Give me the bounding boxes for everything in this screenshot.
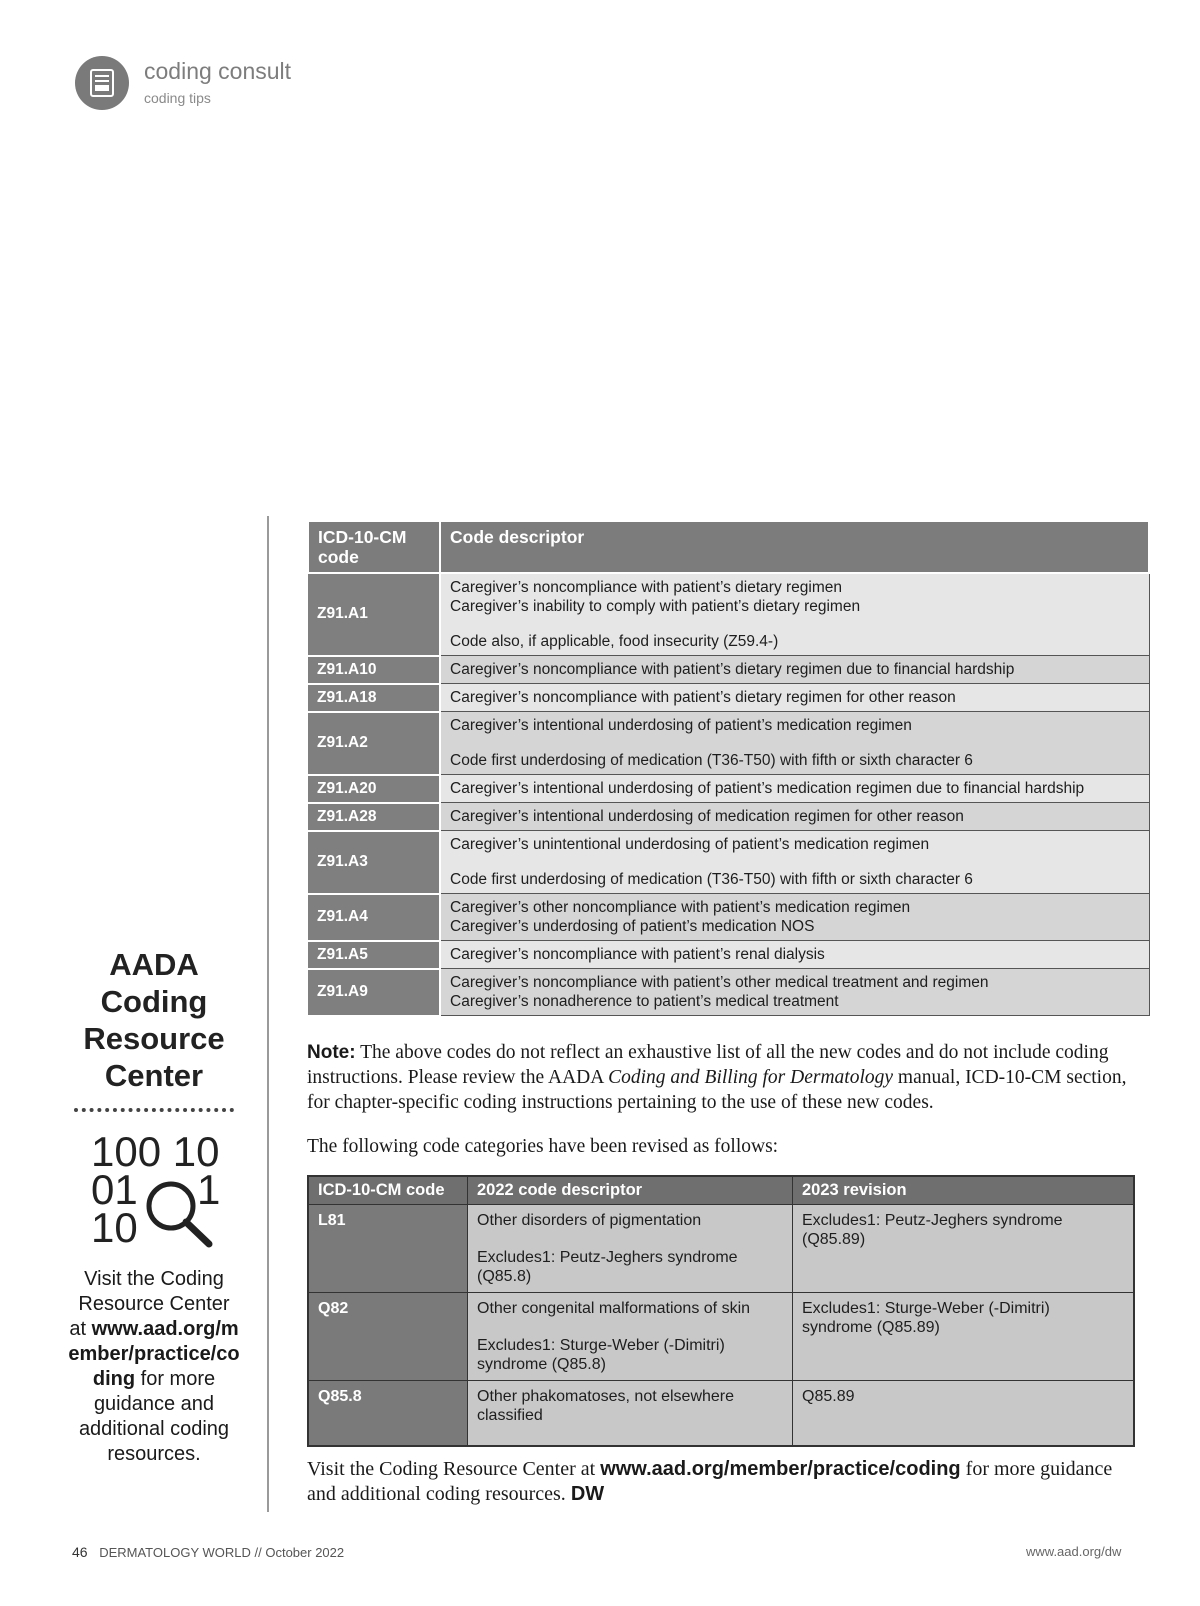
code-cell: Z91.A20 xyxy=(308,775,440,803)
section-badge xyxy=(75,56,129,110)
descriptor-line: Other congenital malformations of skin xyxy=(477,1300,751,1317)
descriptor-cell xyxy=(440,894,1149,941)
descriptor-line: Code first underdosing of medication (T36-T50) with fifth or sixth character 6 xyxy=(450,752,973,769)
descriptor-line: Caregiver’s underdosing of patient’s medication NOS xyxy=(450,918,815,935)
code-cell: Z91.A9 xyxy=(308,969,440,1016)
table-row xyxy=(308,831,1149,894)
descriptor-line: Caregiver’s intentional underdosing of patient’s medication regimen due to financial hardship xyxy=(450,780,1085,797)
descriptor-cell xyxy=(468,1205,793,1293)
manual-title: Coding and Billing for Dermatology xyxy=(608,1067,894,1088)
sidebar-callout xyxy=(68,946,240,1467)
table-row xyxy=(308,656,1149,684)
table-row xyxy=(308,1205,1134,1293)
column-header: ICD-10-CM code xyxy=(308,521,440,573)
magnifier-binary-icon xyxy=(89,1128,219,1248)
column-header: Code descriptor xyxy=(440,521,1149,573)
descriptor-line: Caregiver’s other noncompliance with patient’s medication regimen xyxy=(450,899,911,916)
table-header-row xyxy=(308,1176,1134,1205)
svg-text:1: 1 xyxy=(197,1166,219,1213)
sidebar-title: AADA Coding Resource Center xyxy=(83,947,225,1093)
svg-text:10: 10 xyxy=(91,1204,138,1248)
descriptor-cell xyxy=(440,803,1149,831)
footer-url: www.aad.org/dw xyxy=(1026,1544,1122,1559)
code-cell: L81 xyxy=(308,1205,468,1293)
descriptor-cell xyxy=(440,684,1149,712)
descriptor-line: Caregiver’s intentional underdosing of medication regimen for other reason xyxy=(450,808,964,825)
descriptor-cell xyxy=(468,1293,793,1381)
descriptor-line: Caregiver’s noncompliance with patient’s dietary regimen xyxy=(450,579,843,596)
section-title: coding consult xyxy=(144,58,292,84)
revision-cell xyxy=(793,1293,1135,1381)
revision-cell xyxy=(793,1381,1135,1447)
descriptor-line: Code first underdosing of medication (T36-T50) with fifth or sixth character 6 xyxy=(450,871,973,888)
code-cell: Z91.A1 xyxy=(308,573,440,656)
signoff: DW xyxy=(570,1483,605,1505)
revision-line: (Q85.89) xyxy=(802,1231,866,1248)
page-number: 46 xyxy=(72,1544,88,1560)
code-cell: Z91.A10 xyxy=(308,656,440,684)
table-row xyxy=(308,684,1149,712)
column-header: 2022 code descriptor xyxy=(468,1176,793,1205)
descriptor-line: Caregiver’s inability to comply with patient’s dietary regimen xyxy=(450,598,861,615)
descriptor-line: Caregiver’s nonadherence to patient’s medical treatment xyxy=(450,993,839,1010)
table-header-row xyxy=(308,521,1149,573)
descriptor-line: (Q85.8) xyxy=(477,1268,532,1285)
descriptor-cell xyxy=(440,969,1149,1016)
note-paragraph: Note: The above codes do not reflect an exhaustive list of all the new codes and do not include coding instructions. Please review the AADA Coding and Billing for Dermatology manual, ICD-10-CM section, for chapter-specific coding instructions pertaining to the use of these new codes. xyxy=(307,1042,1127,1113)
column-divider xyxy=(267,516,269,1512)
revision-line: Excludes1: Sturge-Weber (-Dimitri) xyxy=(802,1300,1050,1317)
closing-link[interactable]: www.aad.org/member/practice/coding xyxy=(600,1458,961,1480)
code-cell: Q85.8 xyxy=(308,1381,468,1447)
new-codes-table xyxy=(307,520,1150,1017)
descriptor-cell xyxy=(440,775,1149,803)
sidebar-text: Visit the Coding Resource Center at www.aad.org/member/practice/coding for more guidance and additional coding resources. xyxy=(68,1268,240,1465)
code-cell: Z91.A18 xyxy=(308,684,440,712)
descriptor-cell xyxy=(468,1381,793,1447)
svg-text:100 10: 100 10 xyxy=(91,1128,219,1175)
column-header: ICD-10-CM code xyxy=(308,1176,468,1205)
descriptor-line: classified xyxy=(477,1407,543,1424)
revision-cell xyxy=(793,1205,1135,1293)
descriptor-line: Caregiver’s noncompliance with patient’s dietary regimen due to financial hardship xyxy=(450,661,1015,678)
document-icon xyxy=(89,69,115,97)
revision-line: Q85.89 xyxy=(802,1388,855,1405)
descriptor-cell xyxy=(440,941,1149,969)
revision-line: Excludes1: Peutz-Jeghers syndrome xyxy=(802,1212,1063,1229)
code-cell: Z91.A2 xyxy=(308,712,440,775)
descriptor-line: Code also, if applicable, food insecurity (Z59.4-) xyxy=(450,633,779,650)
descriptor-line: Caregiver’s noncompliance with patient’s other medical treatment and regimen xyxy=(450,974,989,991)
code-cell: Z91.A5 xyxy=(308,941,440,969)
table-row xyxy=(308,894,1149,941)
descriptor-cell xyxy=(440,573,1149,656)
revised-codes-table xyxy=(307,1175,1135,1447)
code-cell: Z91.A4 xyxy=(308,894,440,941)
descriptor-line: Other phakomatoses, not elsewhere xyxy=(477,1388,735,1405)
table-row xyxy=(308,1293,1134,1381)
descriptor-line: Caregiver’s noncompliance with patient’s renal dialysis xyxy=(450,946,825,963)
column-header: 2023 revision xyxy=(793,1176,1135,1205)
note-label: Note: xyxy=(307,1042,356,1063)
descriptor-line: Excludes1: Sturge-Weber (-Dimitri) xyxy=(477,1337,725,1354)
table-row xyxy=(308,712,1149,775)
code-cell: Q82 xyxy=(308,1293,468,1381)
descriptor-cell xyxy=(440,656,1149,684)
table-row xyxy=(308,775,1149,803)
table-row xyxy=(308,1381,1134,1447)
descriptor-line: Caregiver’s unintentional underdosing of patient’s medication regimen xyxy=(450,836,930,853)
revision-lead: The following code categories have been revised as follows: xyxy=(307,1136,779,1157)
table-row xyxy=(308,803,1149,831)
descriptor-line: Excludes1: Peutz-Jeghers syndrome xyxy=(477,1249,738,1266)
dotted-divider xyxy=(74,1108,234,1112)
descriptor-line: Caregiver’s noncompliance with patient’s dietary regimen for other reason xyxy=(450,689,956,706)
descriptor-line: syndrome (Q85.8) xyxy=(477,1356,606,1373)
table-row xyxy=(308,969,1149,1016)
revision-line: syndrome (Q85.89) xyxy=(802,1319,940,1336)
table-row xyxy=(308,573,1149,656)
svg-text:01: 01 xyxy=(91,1166,138,1213)
descriptor-cell xyxy=(440,712,1149,775)
code-cell: Z91.A28 xyxy=(308,803,440,831)
descriptor-line: Caregiver’s intentional underdosing of patient’s medication regimen xyxy=(450,717,912,734)
section-subtitle: coding tips xyxy=(144,90,211,106)
sidebar-link[interactable]: www.aad.org/member/practice/coding xyxy=(68,1318,240,1390)
descriptor-cell xyxy=(440,831,1149,894)
closing-paragraph: Visit the Coding Resource Center at www.aad.org/member/practice/coding for more guidance and additional coding resources. DW xyxy=(307,1458,1113,1505)
descriptor-line: Other disorders of pigmentation xyxy=(477,1212,702,1229)
table-row xyxy=(308,941,1149,969)
publication-name: DERMATOLOGY WORLD // October 2022 xyxy=(99,1545,345,1560)
code-cell: Z91.A3 xyxy=(308,831,440,894)
footer-folio xyxy=(72,1544,344,1560)
